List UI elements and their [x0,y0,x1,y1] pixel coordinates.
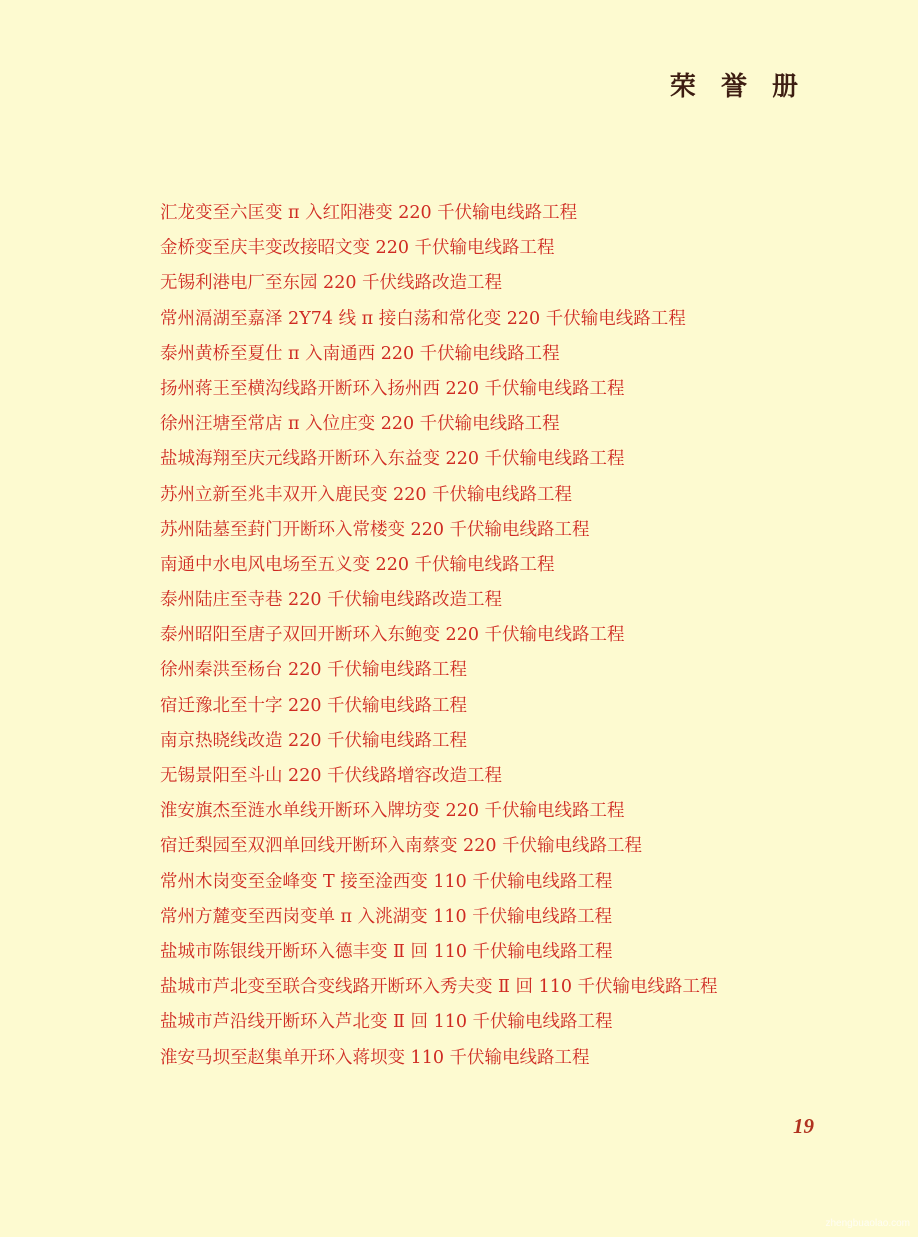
list-item: 苏州立新至兆丰双开入鹿民变 220 千伏输电线路工程 [160,484,573,505]
list-item: 金桥变至庆丰变改接昭文变 220 千伏输电线路工程 [160,238,555,259]
list-item: 盐城市芦沿线开断环入芦北变 Ⅱ 回 110 千伏输电线路工程 [160,1012,613,1033]
list-item: 宿迁梨园至双泗单回线开断环入南蔡变 220 千伏输电线路工程 [160,836,643,857]
list-item: 南通中水电风电场至五义变 220 千伏输电线路工程 [160,554,555,575]
project-list [160,196,718,1076]
page-number: 19 [793,1114,814,1138]
list-item: 宿迁豫北至十字 220 千伏输电线路工程 [160,695,468,716]
list-item: 泰州黄桥至夏仕 π 入南通西 220 千伏输电线路工程 [160,343,560,364]
watermark: zhengbuaolao.com [825,1218,910,1229]
list-item: 无锡景阳至斗山 220 千伏线路增容改造工程 [160,766,503,786]
list-item: 淮安旗杰至涟水单线开断环入牌坊变 220 千伏输电线路工程 [160,801,625,822]
list-item: 盐城市陈银线开断环入德丰变 Ⅱ 回 110 千伏输电线路工程 [160,941,613,962]
list-item: 汇龙变至六匡变 π 入红阳港变 220 千伏输电线路工程 [160,203,578,223]
list-item: 常州滆湖至嘉泽 2Y74 线 π 接白荡和常化变 220 千伏输电线路工程 [160,308,686,329]
list-item: 淮安马坝至赵集单开环入蒋坝变 110 千伏输电线路工程 [160,1047,590,1068]
list-item: 徐州秦洪至杨台 220 千伏输电线路工程 [160,660,468,681]
list-item: 常州方麓变至西岗变单 π 入洮湖变 110 千伏输电线路工程 [160,906,613,927]
list-item: 南京热晓线改造 220 千伏输电线路工程 [160,730,468,751]
list-item: 扬州蒋王至横沟线路开断环入扬州西 220 千伏输电线路工程 [160,378,625,399]
list-item: 泰州陆庄至寺巷 220 千伏输电线路改造工程 [160,590,503,611]
list-item: 苏州陆墓至葑门开断环入常楼变 220 千伏输电线路工程 [160,519,590,540]
page-title: 荣 誉 册 [669,72,806,102]
list-item: 常州木岗变至金峰变 T 接至淦西变 110 千伏输电线路工程 [160,871,613,892]
list-item: 泰州昭阳至唐子双回开断环入东鲍变 220 千伏输电线路工程 [160,625,625,646]
list-item: 徐州汪塘至常店 π 入位庄变 220 千伏输电线路工程 [160,414,560,435]
list-item: 盐城海翔至庆元线路开断环入东益变 220 千伏输电线路工程 [160,449,625,470]
list-item: 盐城市芦北变至联合变线路开断环入秀夫变 Ⅱ 回 110 千伏输电线路工程 [160,977,718,998]
list-item: 无锡利港电厂至东园 220 千伏线路改造工程 [160,273,503,294]
